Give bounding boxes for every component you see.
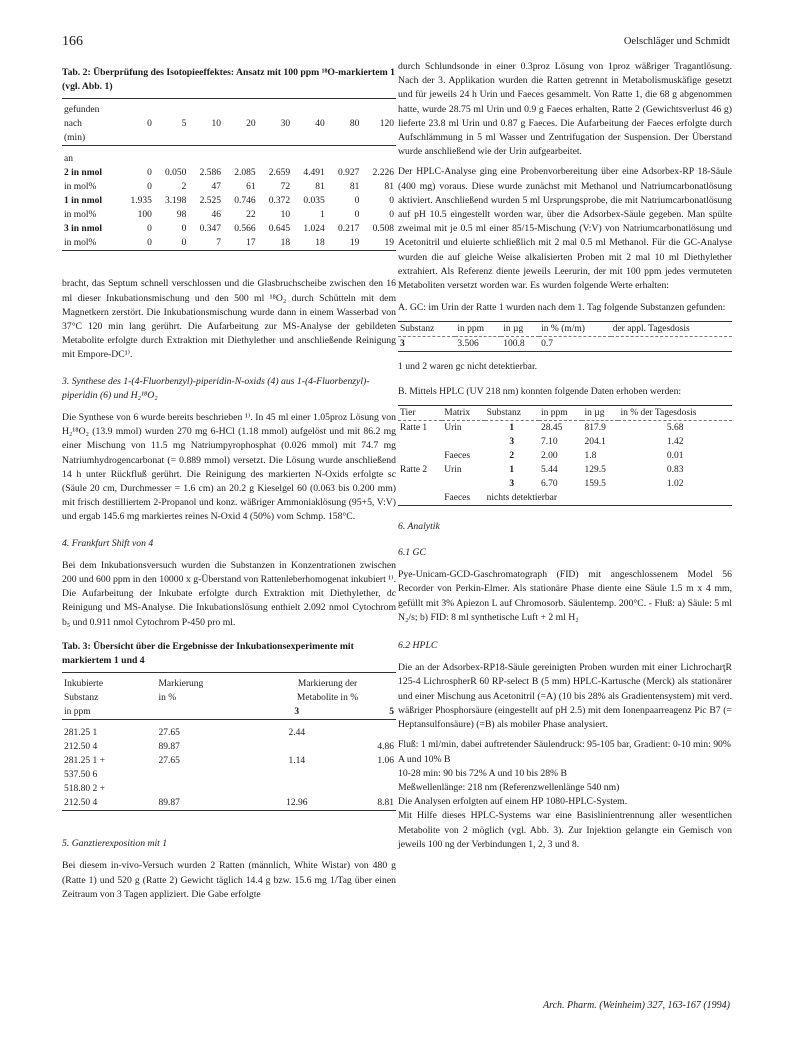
table3-caption: Tab. 3: Übersicht über die Ergebnisse der Inkubationsexperimente mit markiertem 1 und 4 <box>62 640 354 667</box>
gc-table: Substanz in ppm in µg in % (m/m) der appl. Tagesdosis 3 3.506 100.8 0.7 <box>398 321 732 352</box>
gc-note: 1 und 2 waren gc nicht detektierbar. <box>398 361 538 373</box>
table-row: 3 6.70 159.5 1.02 <box>509 478 684 489</box>
table-row: 281.25 1 27.65 2.44 <box>64 728 306 739</box>
gc-intro: A. GC: im Urin der Ratte 1 wurden nach dem 1. Tag folgende Substanzen gefunden: <box>398 302 726 314</box>
right-column <box>398 60 732 858</box>
section-heading-6: 6. Analytik <box>398 520 440 532</box>
table-row: 3 in nmol 0 0 0.347 0.566 0.645 1.024 0.217 0.508 <box>64 224 394 235</box>
table-row: Ratte 2 Urin 1 5.44 129.5 0.83 <box>400 464 684 475</box>
flow-line: Die Analysen erfolgten auf einem HP 1080-HPLC-System. <box>398 796 628 808</box>
table-row: 518.80 2 + <box>64 784 105 795</box>
journal-citation: Arch. Pharm. (Weinheim) 327, 163-167 (1994) <box>542 1000 730 1011</box>
flow-line: Fluß: 1 ml/min, dabei auftretender Säulendruck: 95-105 bar, Gradient: 0-10 min: 90% A und 10% B <box>398 739 731 765</box>
table-row: 3 3.506 100.8 0.7 <box>398 337 732 352</box>
hplc-intro: B. Mittels HPLC (UV 218 nm) konnten folgende Daten erhoben werden: <box>398 385 682 397</box>
section-heading-6-2: 6.2 HPLC <box>398 640 438 652</box>
table-row: 212.50 4 89.87 4.86 <box>64 742 394 753</box>
left-column <box>62 60 396 908</box>
table-row: Faeces nichts detektierbar <box>398 491 732 506</box>
section-heading-3: 3. Synthese des 1-(4-Fluorbenzyl)-piperidin-N-oxids (4) aus 1-(4-Fluorbenzyl)-piperidin (6) und H₂¹⁸O₂ <box>62 375 370 401</box>
section-heading-6-1: 6.1 GC <box>398 547 426 559</box>
flow-line: 10-28 min: 90 bis 72% A und 10 bis 28% B <box>398 767 568 779</box>
paragraph: Pye-Unicam-GCD-Gaschromatograph (FID) mit angeschlossenem Model 56 Recorder von Perkin-Elmer. Als stationäre Phase diente eine Säule 1.5 m x 4 mm, gefüllt mit 3% Apiezon L auf Chromosorb. Säulentemp. 200°C. - Fluß: a) Säule: 5 ml N₂/s; b) FID: 8 ml synthetische Luft + 2 ml H₂ <box>398 569 732 623</box>
table2-time-row: nach 0 5 10 20 30 40 80 120 <box>64 119 394 130</box>
table-row: 281.25 1 + 27.65 1.14 1.06 <box>64 756 394 767</box>
table-row: 3 7.10 204.1 1.42 <box>509 436 684 447</box>
table2-caption: Tab. 2: Überprüfung des Isotopieeffektes: Ansatz mit 100 ppm ¹⁸O-markiertem 1 (vgl. Abb. 1) <box>62 67 395 93</box>
flow-line: Meßwellenlänge: 218 nm (Referenzwellenlänge 540 nm) <box>398 781 620 793</box>
section-heading-5: 5. Ganztierexposition mit 1 <box>62 838 168 850</box>
running-head: Oelschläger und Schmidt <box>623 36 730 47</box>
paragraph: Der HPLC-Analyse ging eine Probenvorbereitung über eine Adsorbex-RP 18-Säule (400 mg) voraus. Diese wurde zunächst mit Methanol und Natriumcarbonatlösung aktiviert. Anschließend wurden 5 ml Ursprungsprobe, die mit Natriumcarbonatlösung auf pH 10.5 eingestellt worden war, über die Adsorbex-Säule gegeben. Man spülte zweimal mit je 0.5 ml einer 85/15-Mischung (V:V) von Natriumcarbonatlösung und Acetonitril und eluierte schließlich mit 2 mal 0.5 ml Methanol. Für die GC-Analyse wurden die auf gleiche Weise alkalisierten Proben mit 2 mal 10 ml Diethylether extrahiert. Als Referenz diente jeweils Leerurin, der mit 100 ppm jedes vermuteten Metaboliten versetzt worden war. Es wurden folgende Werte erhalten: <box>398 166 732 292</box>
paragraph: Die Synthese von 6 wurde bereits beschrieben ¹⁾. In 45 ml einer 1.05proz Lösung von H₂¹⁸O₂ (13.9 mmol) wurden 270 mg 6-HCl (1.18 mmol) aufgelöst und mit 86.2 mg einer Mischung von 11.5 mg Natriumpyrophosphat (0.026 mmol) mit 74.7 mg Natriumhydrogencarbonat (= 0.889 mmol) versetzt. Die Lösung wurde anschließend 14 h unter Rückfluß gerührt. Die Reinigung des markierten N-Oxids erfolgte sc (Säule 20 cm, Durchmesser = 1.6 cm) an 20.2 g Kieselgel 60 (0.063 bis 0.200 mm) mit frisch destilliertem 2-Propanol und konz. wäßriger Ammoniaklösung (95+5, V:V) und ergab 145.6 mg markiertes reines N-Oxid 4 (50%) vom Schmp. 158°C. <box>62 412 396 523</box>
table-row: 212.50 4 89.87 12.96 8.81 <box>62 796 396 811</box>
table3: Inkubierte Markierung Markierung der Substanz in % Metabolite in % in ppm 3 5 281.25 1 27.65 2.44 212.50 4 89.87 4.86 281.25 1 + 27.65 1.14 1.06 537.50 6 518.80 2 + 212.50 4 89.87 12.96 8.81 <box>62 672 396 811</box>
paragraph: Mit Hilfe dieses HPLC-Systems war eine Basislinientrennung aller wesentlichen Metabolite von 2 möglich (vgl. Abb. 3). Zur Injektion gelangte ein Gemisch von jeweils 100 ng der Verbindungen 1, 2, 3 und 8. <box>398 810 732 850</box>
paragraph: Die an der Adsorbex-RP18-Säule gereinigten Proben wurden mit einer LichrocharţR 125-4 LichrospherR 60 RP-select B (5 mm) HPLC-Kartusche (Merck) als stationärer und einer Mischung aus Acetonitril (=A) (10 bis 28% als Gradientensystem) mit verd. wäßriger Phosphorsäure (eingestellt auf pH 2.5) mit dem Ionenpaarreagenz Pic B7 (= Heptansulfonsäure) (=B) als mobiler Phase analysiert. <box>398 662 732 731</box>
table-row: Ratte 1 Urin 1 28.45 817.9 5.68 <box>400 422 684 433</box>
table-row: in mol% 100 98 46 22 10 1 0 0 <box>64 210 394 221</box>
table-row: 2 in nmol 0 0.050 2.586 2.085 2.659 4.491 0.927 2.226 <box>64 168 394 179</box>
table-row: in mol% 0 0 7 17 18 18 19 19 <box>62 236 396 251</box>
paragraph: bracht, das Septum schnell verschlossen und die Glasbruchscheibe zwischen den 16 ml dieser Inkubationsmischung und den 500 ml ¹⁸O₂ durch Schütteln mit dem Magnetkern zerstört. Die Inkubationsmischung wurde dann in einem Wasserbad von 37°C 120 min lang gerührt. Die Aufarbeitung zur MS-Analyse der gebildeten Metabolite erfolgte durch Extraktion mit Diethylether und anschließende Reinigung mit Empore-DC¹⁾. <box>62 278 396 361</box>
table-row: Faeces 2 2.00 1.8 0.01 <box>444 450 684 461</box>
paragraph: durch Schlundsonde in einer 0.3proz Lösung von 1proz wäßriger Tragantlösung. Nach der 3. Applikation wurden die Ratten getrennt in Metabolismuskäfige gesetzt und für jeweils 24 h Urin und Faeces gesammelt. Von Ratte 1, die 68 g abgenommen hatte, wurde 28.75 ml Urin und 0.9 g Faeces erhalten, Ratte 2 (Gewichtsverlust 46 g) lieferte 23.8 ml Urin und 0.87 g Faeces. Die Aufarbeitung der Faeces erfolgte durch Aufschlämmung in 5 ml Wasser und Zentrifugation der Suspension. Der Überstand wurde anschließend wie der Urin aufgearbeitet. <box>398 61 732 158</box>
paragraph: Bei dem Inkubationsversuch wurden die Substanzen in Konzentrationen zwischen 200 und 600 ppm in den 10000 x g-Überstand von Rattenleberhomogenat inkubiert ¹⁾. Die Aufarbeitung der Inkubate erfolgte durch Extraktion mit Diethylether, dc Reinigung und MS-Analyse. Die Inkubationslösung enthielt 2.092 nmol Cytochrom b₅ und 0.911 nmol Cytochrom P-450 pro ml. <box>62 559 396 628</box>
table2-an: an <box>64 154 73 165</box>
table-row: 1 in nmol 1.935 3.198 2.525 0.746 0.372 0.035 0 0 <box>64 196 394 207</box>
section-heading-4: 4. Frankfurt Shift von 4 <box>62 537 154 549</box>
table-row: 537.50 6 <box>64 770 98 781</box>
table-row: in mol% 0 2 47 61 72 81 81 81 <box>64 182 394 193</box>
page-number: 166 <box>62 34 83 49</box>
table2: gefunden nach 0 5 10 20 30 40 80 120 (min) an 2 in nmol 0 0.050 2.586 2.085 2.659 4.491 0.927 2.226 in mol% 0 2 47 61 72 81 81 81 1 in nmol 1.935 3.198 2.525 0.746 0.372 0.035 0 0 in mol% 100 98 46 22 10 1 0 0 3 in nmol 0 0 0.347 0.566 0.645 1.024 0.217 0.508 in mol% 0 0 7 17 18 18 19 19 <box>62 98 396 251</box>
table2-head-gefunden: gefunden <box>64 105 100 116</box>
paragraph: Bei diesem in-vivo-Versuch wurden 2 Ratten (männlich, White Wistar) von 480 g (Ratte 1) und 520 g (Ratte 2) Gewicht täglich 14.4 g bzw. 15.6 mg 1/Tag über einen Zeitraum von 3 Tagen appliziert. Die Gabe erfolgte <box>62 860 396 900</box>
hplc-table: Tier Matrix Substanz in ppm in µg in % der Tagesdosis Ratte 1 Urin 1 28.45 817.9 5.68 3 7.10 204.1 1.42 Faeces 2 2.00 1.8 0.01 Ratte 2 Urin 1 5.44 129.5 0.83 3 6.70 159.5 1.02 Faeces nichts detektierbar <box>398 405 732 506</box>
